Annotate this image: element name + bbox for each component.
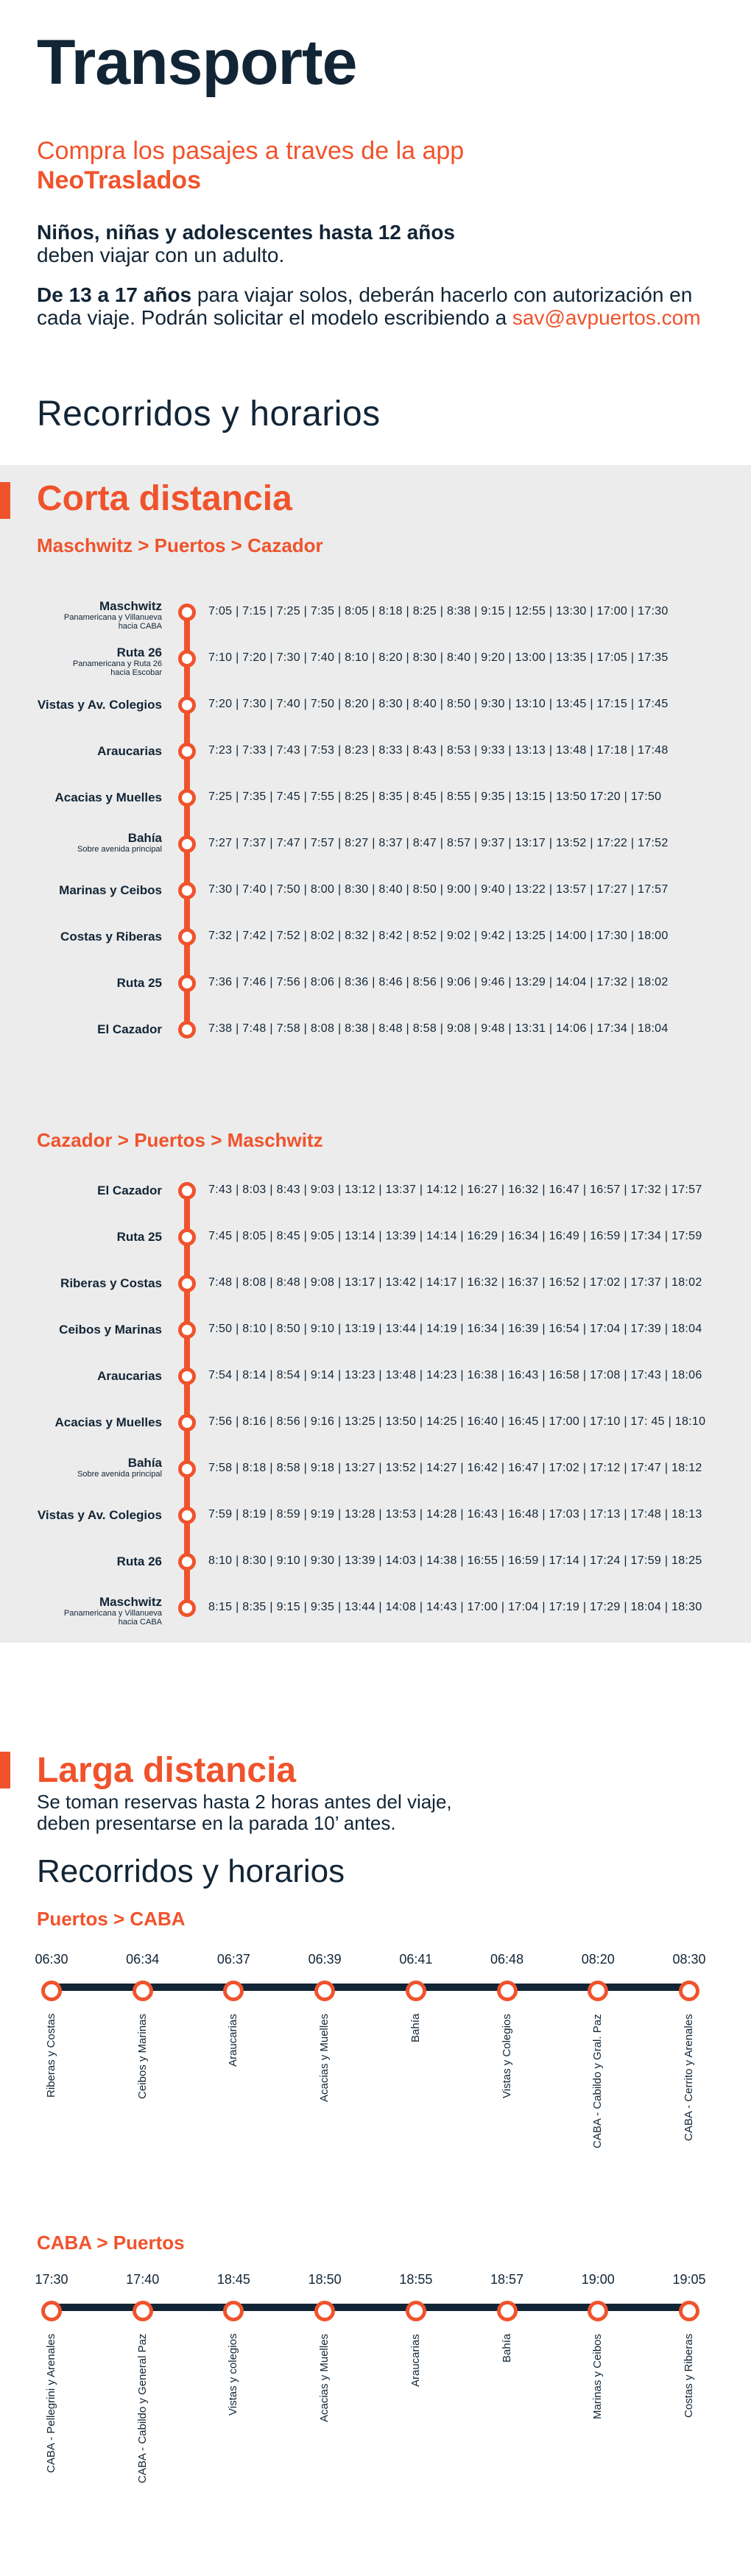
stop-times: 7:58 | 8:18 | 8:58 | 9:18 | 13:27 | 13:52 | 14:27 | 16:42 | 16:47 | 17:02 | 17:12 | 17:47 | 18:12 — [208, 1462, 702, 1474]
route-title-cazador-maschwitz: Cazador > Puertos > Maschwitz — [37, 1129, 323, 1151]
departure-time: 19:00 — [581, 2272, 615, 2287]
stop-marker — [178, 743, 196, 760]
departure-time: 17:30 — [35, 2272, 68, 2287]
stop-name: Marinas y Ceibos — [59, 883, 162, 897]
departure-time: 06:41 — [399, 1952, 433, 1967]
stop-label: Acacias y Muelles — [318, 2013, 331, 2102]
page-title: Transporte — [37, 27, 357, 98]
stop-label: Costas y Riberas — [683, 2333, 695, 2418]
long-routes-heading: Recorridos y horarios — [37, 1853, 345, 1889]
stop-times: 7:48 | 8:08 | 8:48 | 9:08 | 13:17 | 13:42 | 14:17 | 16:32 | 16:37 | 16:52 | 17:02 | 17:37 | 18:02 — [208, 1276, 702, 1289]
stop-name: Acacias y Muelles — [54, 790, 162, 804]
long-distance-title: Larga distancia — [37, 1751, 297, 1790]
stop-marker — [178, 1321, 196, 1339]
stop-label: CABA - Cerrito y Arenales — [683, 2014, 695, 2141]
short-distance-title: Corta distancia — [37, 479, 292, 518]
stop-name: Maschwitz — [99, 1595, 162, 1609]
stop-name: Ceibos y Marinas — [59, 1323, 162, 1337]
stop-marker — [178, 696, 196, 714]
departure-time: 06:30 — [35, 1952, 68, 1967]
stop-times: 7:43 | 8:03 | 8:43 | 9:03 | 13:12 | 13:37 | 14:12 | 16:27 | 16:32 | 16:47 | 16:57 | 17:32 | 17:57 — [208, 1183, 702, 1196]
departure-time: 06:39 — [308, 1952, 342, 1967]
stop-marker — [133, 1981, 153, 2001]
stop-subtitle: Panamericana y Villanueva hacia CABA — [63, 613, 162, 631]
stop-label: Ceibos y Marinas — [135, 2014, 149, 2099]
timeline-line-route1 — [184, 612, 190, 1030]
stop-label: Marinas y Ceibos — [591, 2334, 604, 2419]
stop-marker — [223, 2301, 244, 2321]
timeline-line-route2 — [184, 1191, 190, 1610]
stop-marker — [178, 789, 196, 807]
stop-marker — [497, 1981, 518, 2001]
stop-marker — [178, 1021, 196, 1038]
stop-name: El Cazador — [97, 1022, 162, 1036]
stop-subtitle: Panamericana y Villanueva hacia CABA — [63, 1609, 162, 1627]
stop-marker — [41, 1981, 62, 2001]
stop-label: Riberas y Costas — [45, 2013, 57, 2098]
route-title-puertos-caba: Puertos > CABA — [37, 1908, 186, 1930]
departure-time: 06:34 — [126, 1952, 160, 1967]
stop-times: 8:10 | 8:30 | 9:10 | 9:30 | 13:39 | 14:03 | 14:38 | 16:55 | 16:59 | 17:14 | 17:24 | 17:59 | 18:25 — [208, 1554, 702, 1567]
minors-note-rest: deben viajar con un adulto. — [37, 244, 285, 266]
stop-times: 8:15 | 8:35 | 9:15 | 9:35 | 13:44 | 14:08 | 14:43 | 17:00 | 17:04 | 17:19 | 17:29 | 18:04 | 18:30 — [208, 1601, 702, 1613]
stop-label: CABA - Cabildo y General Paz — [135, 2333, 149, 2483]
stop-label: Araucarias — [409, 2334, 422, 2387]
stop-marker — [679, 1981, 699, 2001]
departure-time: 18:45 — [216, 2272, 250, 2287]
long-distance-note — [37, 1791, 452, 1834]
stop-label: Vistas y colegios — [227, 2333, 240, 2416]
long-distance-note-line1: Se toman reservas hasta 2 horas antes del viaje, — [37, 1791, 452, 1813]
departure-time: 18:50 — [308, 2272, 342, 2287]
stop-marker — [178, 1599, 196, 1617]
stop-name: Araucarias — [97, 744, 162, 758]
stop-name: Ruta 26 — [116, 645, 162, 659]
stop-name: Bahía — [127, 1456, 162, 1470]
stop-marker — [178, 1275, 196, 1292]
stop-name: Bahía — [127, 831, 162, 845]
stop-subtitle: Panamericana y Ruta 26 hacia Escobar — [72, 659, 162, 677]
departure-time: 19:05 — [672, 2272, 706, 2287]
stop-name: Maschwitz — [99, 599, 162, 613]
stop-marker — [679, 2301, 699, 2321]
stop-marker — [178, 1507, 196, 1524]
stop-subtitle: Sobre avenida principal — [77, 845, 162, 854]
stop-times: 7:59 | 8:19 | 8:59 | 9:19 | 13:28 | 13:53 | 14:28 | 16:43 | 16:48 | 17:03 | 17:13 | 17:48 | 18:13 — [208, 1508, 702, 1521]
departure-time: 06:37 — [216, 1952, 250, 1967]
teens-note-text: para viajar solos, deberán hacerlo con autorización en cada viaje. Podrán solicitar el modelo escribiendo a — [37, 283, 693, 329]
routes-heading: Recorridos y horarios — [37, 394, 381, 434]
stop-times: 7:32 | 7:42 | 7:52 | 8:02 | 8:32 | 8:42 | 8:52 | 9:02 | 9:42 | 13:25 | 14:00 | 17:30 | 18:00 — [208, 930, 669, 942]
stop-marker — [178, 604, 196, 621]
stop-marker — [178, 1553, 196, 1571]
route-title-caba-puertos: CABA > Puertos — [37, 2232, 185, 2254]
minors-note — [37, 221, 714, 266]
stop-marker — [178, 928, 196, 946]
stop-label: Vistas y Colegios — [500, 2014, 513, 2098]
email-link[interactable]: sav@avpuertos.com — [512, 306, 701, 329]
stop-marker — [178, 1414, 196, 1432]
stop-label: CABA - Cabildo y Gral. Paz — [591, 2014, 604, 2148]
route-title-maschwitz-cazador: Maschwitz > Puertos > Cazador — [37, 534, 323, 556]
stop-marker — [41, 2301, 62, 2321]
stop-marker — [497, 2301, 518, 2321]
departure-time: 08:20 — [581, 1952, 615, 1967]
long-distance-note-line2: deben presentarse en la parada 10’ antes. — [37, 1812, 396, 1834]
stop-name: Ruta 25 — [116, 976, 162, 990]
stop-name: Vistas y Av. Colegios — [37, 698, 162, 712]
stop-times: 7:10 | 7:20 | 7:30 | 7:40 | 8:10 | 8:20 | 8:30 | 8:40 | 9:20 | 13:00 | 13:35 | 17:05 | 17:35 — [208, 651, 669, 664]
stop-label: Bahía — [409, 2013, 422, 2042]
departure-time: 06:48 — [490, 1952, 524, 1967]
teens-note-bold: De 13 a 17 años — [37, 283, 192, 306]
stop-name: Araucarias — [97, 1369, 162, 1383]
stop-name: Acacias y Muelles — [54, 1415, 162, 1429]
stop-marker — [178, 974, 196, 992]
stop-marker — [178, 835, 196, 853]
stop-marker — [588, 1981, 608, 2001]
stop-marker — [178, 1460, 196, 1478]
stop-times: 7:27 | 7:37 | 7:47 | 7:57 | 8:27 | 8:37 | 8:47 | 8:57 | 9:37 | 13:17 | 13:52 | 17:22 | 17:52 — [208, 837, 669, 849]
stop-marker — [178, 1367, 196, 1385]
stop-times: 7:54 | 8:14 | 8:54 | 9:14 | 13:23 | 13:48 | 14:23 | 16:38 | 16:43 | 16:58 | 17:08 | 17:43 | 18:06 — [208, 1369, 702, 1381]
stop-marker — [178, 1228, 196, 1246]
stop-label: CABA - Pellegrini y Arenales — [45, 2333, 57, 2473]
stop-name: El Cazador — [97, 1183, 162, 1197]
departure-time: 18:57 — [490, 2272, 524, 2287]
stop-marker — [314, 1981, 335, 2001]
stop-marker — [406, 1981, 426, 2001]
app-name-link[interactable]: NeoTraslados — [37, 166, 201, 194]
stop-name: Ruta 25 — [116, 1230, 162, 1244]
stop-times: 7:05 | 7:15 | 7:25 | 7:35 | 8:05 | 8:18 | 8:25 | 8:38 | 9:15 | 12:55 | 13:30 | 17:00 | 17:30 — [208, 605, 669, 618]
departure-time: 17:40 — [126, 2272, 160, 2287]
stop-times: 7:38 | 7:48 | 7:58 | 8:08 | 8:38 | 8:48 | 8:58 | 9:08 | 9:48 | 13:31 | 14:06 | 17:34 | 18:04 — [208, 1022, 669, 1035]
stop-label: Acacias y Muelles — [318, 2333, 331, 2422]
stop-times: 7:36 | 7:46 | 7:56 | 8:06 | 8:36 | 8:46 | 8:56 | 9:06 | 9:46 | 13:29 | 14:04 | 17:32 | 18:02 — [208, 976, 669, 988]
stop-times: 7:23 | 7:33 | 7:43 | 7:53 | 8:23 | 8:33 | 8:43 | 8:53 | 9:33 | 13:13 | 13:48 | 17:18 | 17:48 — [208, 744, 669, 757]
stop-marker — [178, 882, 196, 899]
stop-name: Costas y Riberas — [60, 930, 162, 944]
stop-times: 7:20 | 7:30 | 7:40 | 7:50 | 8:20 | 8:30 | 8:40 | 8:50 | 9:30 | 13:10 | 13:45 | 17:15 | 17:45 — [208, 698, 669, 710]
departure-time: 18:55 — [399, 2272, 433, 2287]
app-purchase-line: Compra los pasajes a traves de la app — [37, 137, 465, 165]
stop-times: 7:45 | 8:05 | 8:45 | 9:05 | 13:14 | 13:39 | 14:14 | 16:29 | 16:34 | 16:49 | 16:59 | 17:34 | 17:59 — [208, 1230, 702, 1242]
section-accent-bar — [0, 482, 10, 519]
stop-marker — [178, 650, 196, 668]
teens-note — [37, 283, 714, 329]
stop-times: 7:25 | 7:35 | 7:45 | 7:55 | 8:25 | 8:35 | 8:45 | 8:55 | 9:35 | 13:15 | 13:50 17:20 | 17:50 — [208, 790, 662, 803]
section-accent-bar — [0, 1752, 10, 1788]
stop-name: Riberas y Costas — [60, 1276, 162, 1290]
stop-marker — [223, 1981, 244, 2001]
app-purchase-note — [37, 136, 464, 195]
stop-name: Vistas y Av. Colegios — [37, 1508, 162, 1522]
stop-times: 7:30 | 7:40 | 7:50 | 8:00 | 8:30 | 8:40 | 8:50 | 9:00 | 9:40 | 13:22 | 13:57 | 17:27 | 17:57 — [208, 883, 669, 896]
stop-marker — [406, 2301, 426, 2321]
departure-time: 08:30 — [672, 1952, 706, 1967]
stop-subtitle: Sobre avenida principal — [77, 1470, 162, 1479]
stop-marker — [314, 2301, 335, 2321]
stop-times: 7:50 | 8:10 | 8:50 | 9:10 | 13:19 | 13:44 | 14:19 | 16:34 | 16:39 | 16:54 | 17:04 | 17:39 | 18:04 — [208, 1323, 702, 1335]
minors-note-bold: Niños, niñas y adolescentes hasta 12 años — [37, 221, 455, 244]
stop-marker — [178, 1182, 196, 1200]
stop-label: Araucarias — [227, 2014, 240, 2067]
stop-marker — [588, 2301, 608, 2321]
stop-marker — [133, 2301, 153, 2321]
stop-times: 7:56 | 8:16 | 8:56 | 9:16 | 13:25 | 13:50 | 14:25 | 16:40 | 16:45 | 17:00 | 17:10 | 17: 45 | 18:10 — [208, 1415, 706, 1428]
stop-name: Ruta 26 — [116, 1554, 162, 1568]
stop-label: Bahía — [500, 2333, 513, 2363]
